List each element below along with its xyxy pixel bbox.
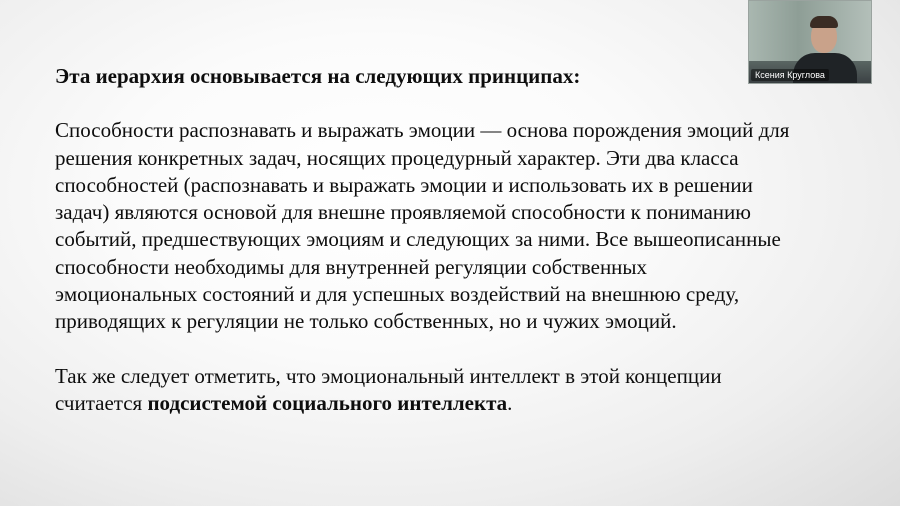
slide-content [55,63,855,444]
paragraph-2-line [55,390,855,417]
participant-video-tile[interactable] [748,0,872,84]
paragraph-1-line: способностей (распознавать и выражать эмоции и использовать их в решении [55,172,753,197]
paragraph-1 [55,117,855,335]
participant-name-label: Ксения Круглова [751,69,829,81]
paragraph-1-line: эмоциональных состояний и для успешных воздействий на внешнюю среду, [55,282,740,307]
paragraph-1-line: событий, предшествующих эмоциям и следующих за ними. Все вышеописанные [55,227,781,252]
paragraph-1-line: способности необходимы для внутренней регуляции собственных [55,254,648,279]
paragraph-1-line: Способности распознавать и выражать эмоции — основа порождения эмоций для [55,118,790,143]
paragraph-2-bold-term: подсистемой социального интеллекта [147,390,508,415]
paragraph-2-prefix: считается [55,390,148,415]
paragraph-1-line: решения конкретных задач, носящих процедурный характер. Эти два класса [55,145,739,170]
paragraph-2 [55,363,855,418]
paragraph-1-line: задач) являются основой для внешне проявляемой способности к пониманию [55,200,751,225]
paragraph-1-line: приводящих к регуляции не только собственных, но и чужих эмоций. [55,309,677,334]
paragraph-2-line: Так же следует отметить, что эмоциональный интеллект в этой концепции [55,363,722,388]
participant-hair [810,16,838,28]
paragraph-2-suffix: . [507,390,513,415]
slide-heading: Эта иерархия основывается на следующих принципах: [55,64,581,88]
